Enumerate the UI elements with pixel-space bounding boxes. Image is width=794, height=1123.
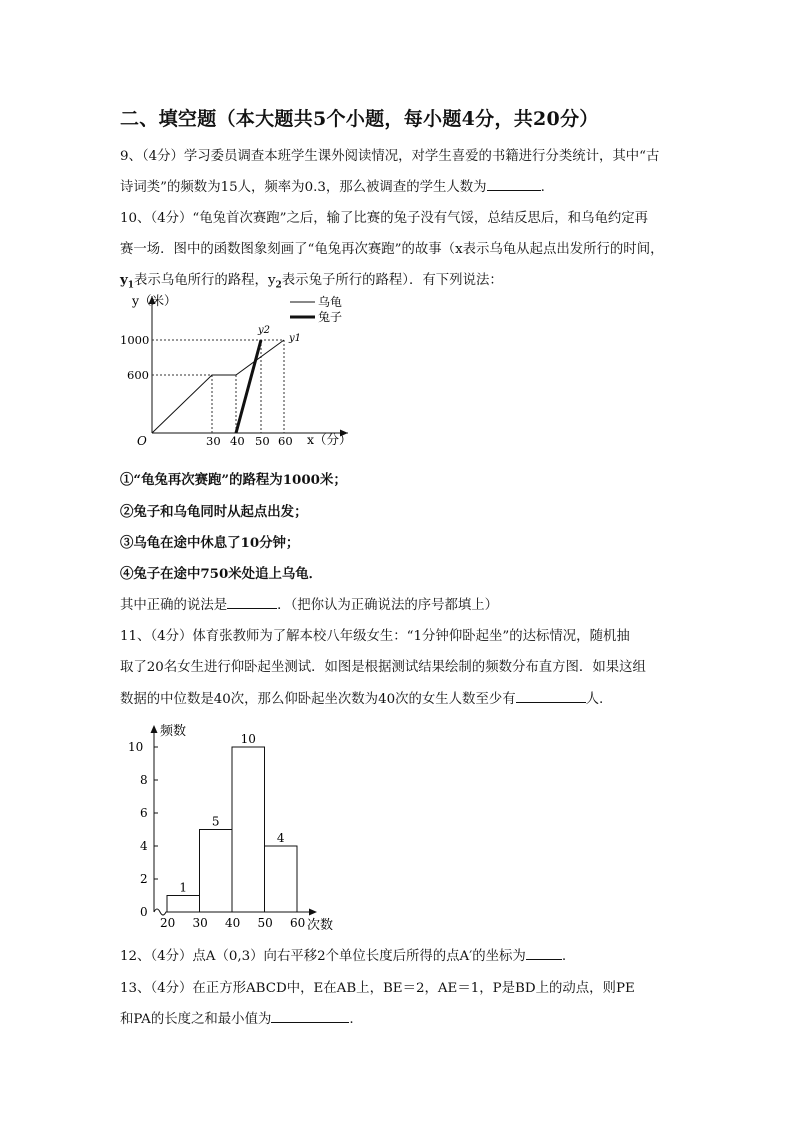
q9-text: 诗词类”的频数为15人，频率为0.3，那么被调查的学生人数为: [120, 180, 487, 195]
hist-x-arrow: [309, 909, 317, 916]
legend-rabbit: 兔子: [318, 310, 343, 324]
hist-x-tick-label: 60: [290, 916, 306, 930]
hist-bar: [167, 896, 200, 913]
origin-label: O: [137, 434, 147, 448]
hist-y-tick-label: 2: [140, 872, 148, 886]
q13-text: 和PA的长度之和最小值为: [120, 1012, 272, 1027]
q11-text: 数据的中位数是40次，那么仰卧起坐次数为40次的女生人数至少有: [120, 692, 516, 707]
q13-line2: [120, 1008, 354, 1027]
q11-line1: 11、（4分）体育张教师为了解本校八年级女生：“1分钟仰卧起坐”的达标情况，随机抽: [120, 629, 630, 644]
y2-label: y2: [258, 325, 271, 336]
hist-bar: [200, 830, 233, 913]
race-graph: [112, 288, 362, 453]
q10-y1-sub: 1: [127, 280, 135, 291]
q10-statement-2: ②兔子和乌龟同时从起点出发；: [120, 504, 308, 520]
hist-y-tick-label: 10: [128, 740, 144, 754]
hist-bar-label: 10: [240, 732, 256, 746]
tick-600: 600: [127, 368, 149, 382]
q10-answer-line: [120, 594, 498, 613]
q10-statement-4: ④兔子在途中750米处追上乌龟．: [120, 566, 323, 582]
hist-x-tick-label: 20: [160, 916, 176, 930]
hist-x-label: 次数: [307, 918, 334, 930]
q10-line3-mid: 表示乌龟所行的路程，y: [134, 273, 276, 288]
q10-line3-end: 表示兔子所行的路程）．有下列说法：: [281, 273, 503, 288]
tick-1000: 1000: [120, 333, 150, 347]
q12-end: .: [561, 949, 567, 964]
frequency-histogram: [112, 715, 352, 930]
q10-answer-end: ．（把你认为正确说法的序号都填上）: [277, 598, 499, 613]
q12-answer-blank: [526, 947, 562, 960]
q9-line1: 9、（4分）学习委员调查本班学生课外阅读情况，对学生喜爱的书籍进行分类统计，其中“古: [120, 149, 660, 164]
q11-end: 人.: [585, 692, 604, 707]
q11-line2: 取了20名女生进行仰卧起坐测试．如图是根据测试结果绘制的频数分布直方图．如果这组: [120, 660, 646, 675]
tick-50: 50: [255, 434, 270, 448]
q9-answer-blank: [487, 178, 541, 191]
hist-bar-label: 4: [276, 831, 285, 845]
q11-line3: [120, 688, 603, 707]
q10-statement-1: ①“龟兔再次赛跑”的路程为1000米；: [120, 472, 347, 488]
hist-y-label: 频数: [160, 724, 187, 739]
hist-y-tick-label: 4: [140, 839, 148, 853]
legend-turtle: 乌龟: [318, 295, 343, 309]
hist-bar-label: 1: [179, 880, 188, 895]
q10-answer-blank: [227, 596, 277, 609]
q13-answer-blank: [271, 1010, 349, 1023]
q11-answer-blank: [516, 690, 586, 703]
turtle-line-y1: [152, 340, 284, 433]
hist-y-arrow: [151, 725, 158, 733]
q10-line2: 赛一场．图中的函数图象刻画了“龟兔再次赛跑”的故事（x表示乌龟从起点出发所行的时间，: [120, 242, 664, 257]
hist-y-tick-label: 0: [140, 905, 148, 919]
hist-axis-break: [154, 909, 167, 915]
graph-x-label: x（分）: [307, 432, 352, 447]
hist-x-tick-label: 50: [257, 916, 273, 930]
hist-x-tick-label: 30: [192, 916, 208, 930]
q10-statement-3: ③乌龟在途中休息了10分钟；: [120, 535, 300, 551]
tick-40: 40: [230, 434, 245, 448]
hist-bar: [265, 846, 298, 912]
hist-bar: [232, 747, 265, 912]
q12-line: [120, 945, 566, 964]
graph-y-label: y（米）: [132, 293, 177, 308]
q9-end: .: [540, 180, 545, 195]
y1-label: y1: [289, 333, 302, 344]
tick-60: 60: [278, 434, 293, 448]
tick-30: 30: [206, 434, 221, 448]
q10-y2-sub: 2: [275, 280, 282, 291]
hist-y-tick-label: 8: [140, 773, 148, 787]
rabbit-line-y2: [236, 340, 261, 433]
q10-answer-text: 其中正确的说法是: [120, 598, 228, 613]
q10-y1-var: y: [120, 272, 128, 288]
section-title: 二、填空题（本大题共5个小题，每小题4分，共20分）: [120, 108, 599, 130]
hist-y-tick-label: 6: [140, 806, 148, 820]
q9-line2: [120, 176, 545, 195]
hist-bar-label: 5: [211, 814, 220, 829]
q13-end: .: [349, 1012, 354, 1027]
hist-x-tick-label: 40: [225, 916, 241, 930]
q12-text: 12、（4分）点A（0,3）向右平移2个单位长度后所得的点A′的坐标为: [120, 949, 526, 964]
q13-line1: 13、（4分）在正方形ABCD中，E在AB上，BE＝2，AE＝1，P是BD上的动点，则PE: [120, 981, 635, 996]
q10-line1: 10、（4分）“龟兔首次赛跑”之后，输了比赛的兔子没有气馁，总结反思后，和乌龟约定再: [120, 211, 649, 226]
